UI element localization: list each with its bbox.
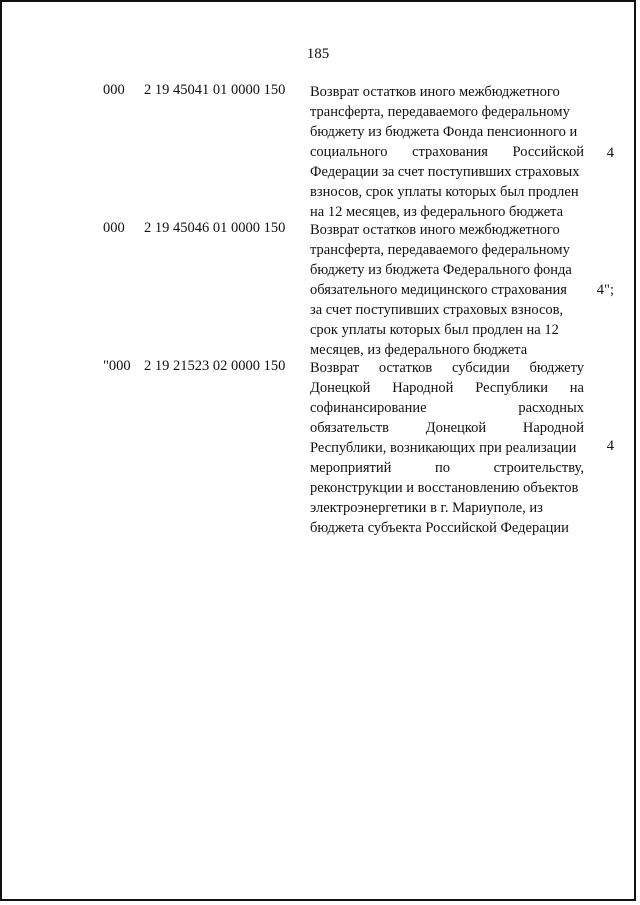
description-line: взносов, срок уплаты которых был продлен (310, 184, 579, 200)
description-word: Российской (512, 144, 584, 160)
row-value: 4 (606, 145, 614, 161)
description-line: обязательного медицинского страхования (310, 282, 567, 298)
description-word: на (569, 380, 584, 396)
description-line: бюджету из бюджета Федерального фонда (310, 262, 572, 278)
description-word: Республики (475, 380, 548, 396)
description-line: за счет поступивших страховых взносов, (310, 302, 564, 318)
description-line (310, 358, 584, 378)
description-line (310, 418, 584, 438)
row-description (310, 358, 584, 538)
description-word: субсидии (451, 360, 510, 376)
description-word: софинансирование (310, 400, 427, 416)
description-line (310, 378, 584, 398)
description-line: реконструкции и восстановлению объектов (310, 480, 579, 496)
description-line: бюджету из бюджета Фонда пенсионного и (310, 124, 578, 140)
description-word: по (435, 460, 451, 476)
description-line: бюджета субъекта Российской Федерации (310, 520, 569, 536)
budget-classification-code: 2 19 45046 01 0000 150 (144, 220, 286, 236)
description-line: Возврат остатков иного межбюджетного (310, 222, 560, 238)
description-line: трансферта, передаваемого федеральному (310, 242, 570, 258)
description-line: электроэнергетики в г. Мариуполе, из (310, 500, 543, 516)
description-word: строительству, (493, 460, 584, 476)
admin-code: 000 (103, 220, 125, 236)
description-word: Народной (522, 420, 584, 436)
description-line: Возврат остатков иного межбюджетного (310, 84, 560, 100)
budget-classification-code: 2 19 45041 01 0000 150 (144, 82, 286, 98)
budget-classification-code: 2 19 21523 02 0000 150 (144, 358, 286, 374)
description-line: Республики, возникающих при реализации (310, 440, 577, 456)
description-word: Народной (392, 380, 454, 396)
description-word: страхования (412, 144, 488, 160)
description-word: расходных (518, 400, 584, 416)
description-word: остатков (378, 360, 433, 376)
row-value: 4 (606, 438, 614, 454)
row-value: 4"; (596, 282, 614, 298)
description-line: срок уплаты которых был продлен на 12 (310, 322, 559, 338)
page-number: 185 (306, 46, 330, 62)
description-line (310, 458, 584, 478)
description-line: месяцев, из федерального бюджета (310, 342, 528, 358)
description-line (310, 142, 584, 162)
description-line: Федерации за счет поступивших страховых (310, 164, 580, 180)
description-word: Донецкой (310, 380, 371, 396)
admin-code: "000 (103, 358, 131, 374)
row-description (310, 82, 584, 222)
description-word: Возврат (310, 360, 360, 376)
row-description (310, 220, 584, 360)
description-line: трансферта, передаваемого федеральному (310, 104, 570, 120)
description-word: бюджету (529, 360, 584, 376)
description-word: социального (310, 144, 388, 160)
description-word: обязательств (310, 420, 389, 436)
description-word: Донецкой (425, 420, 487, 436)
description-line (310, 398, 584, 418)
description-word: мероприятий (310, 460, 392, 476)
admin-code: 000 (103, 82, 125, 98)
description-line: на 12 месяцев, из федерального бюджета (310, 204, 564, 220)
